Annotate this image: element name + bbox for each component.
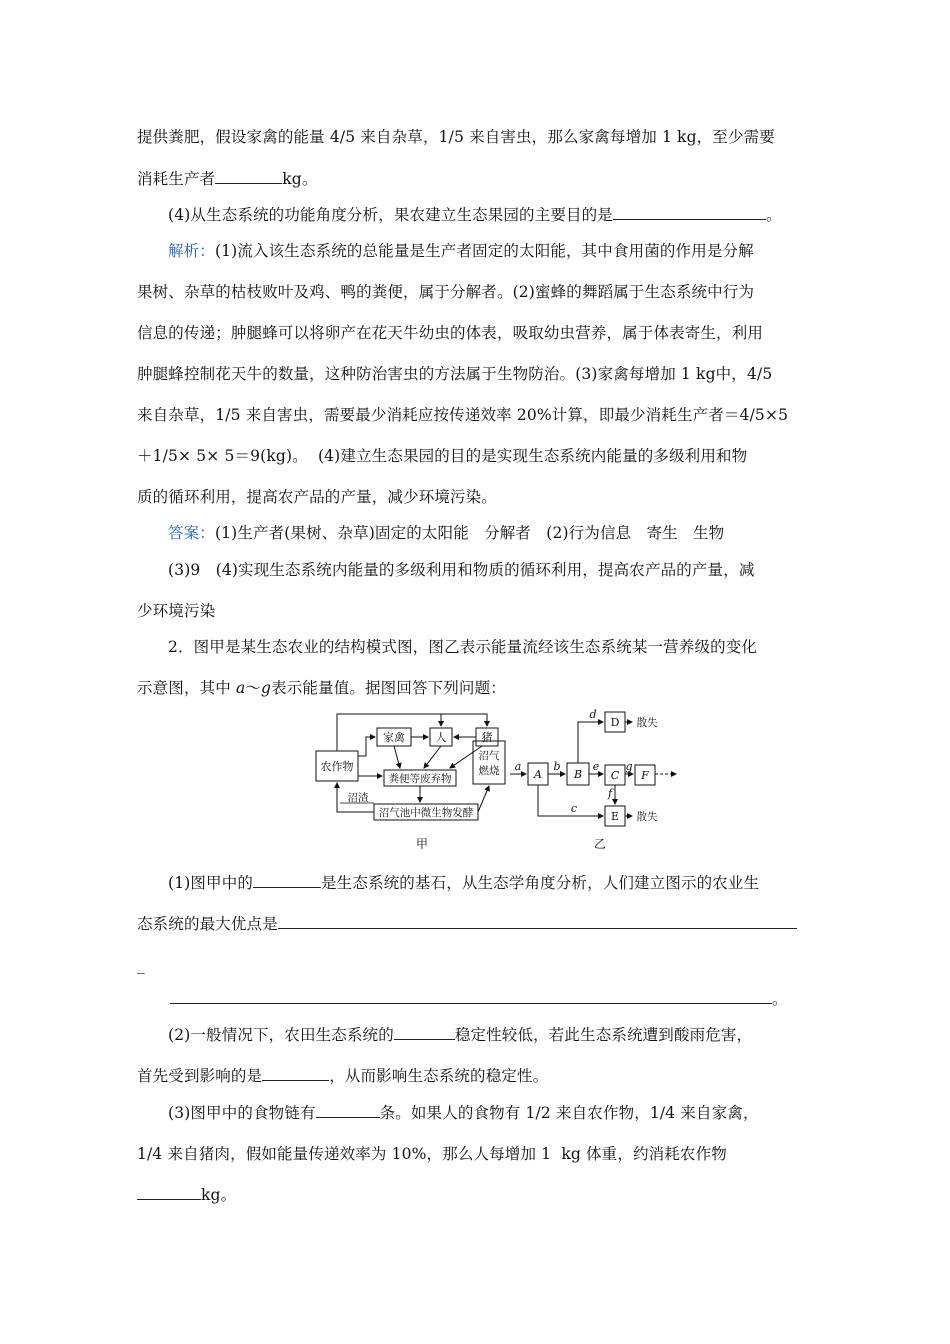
text-line: 信息的传递；肿腿蜂可以将卵产在花天牛幼虫的体表，吸取幼虫营养，属于体表寄生，利用	[137, 324, 764, 342]
node-human: 人	[435, 731, 447, 744]
text-line	[137, 169, 318, 189]
text-span: 首先受到影响的是	[137, 1067, 263, 1085]
node-c: C	[610, 769, 620, 782]
analysis-label: 解析：	[168, 242, 215, 260]
text-span: 是生态系统的基石，从生态学角度分析，人们建立图示的农业生	[321, 874, 760, 892]
text-line	[168, 1025, 752, 1045]
answer-blank	[253, 873, 321, 888]
text-line	[168, 873, 759, 893]
node-digester: 沼气池中微生物发酵	[378, 807, 474, 819]
text-span: 消耗生产者	[137, 170, 216, 188]
text-span: kg。	[201, 1186, 237, 1204]
text-span: (3)图甲中的食物链有	[168, 1104, 316, 1122]
text-line: 提供粪肥，假设家禽的能量 4/5 来自杂草，1/5 来自害虫，那么家禽每增加 1 kg，至少需要	[137, 128, 775, 146]
text-span: a	[235, 679, 246, 697]
diagram-yi	[508, 708, 688, 858]
text-span: ，从而影响生态系统的稳定性。	[329, 1067, 549, 1085]
edge-a: a	[514, 760, 522, 773]
node-e: E	[610, 810, 620, 823]
text-line: 来自杂草，1/5 来自害虫，需要最少消耗应按传递效率 20%计算，即最少消耗生产者＝4/5×5	[137, 406, 789, 424]
answer-blank	[316, 1103, 380, 1118]
node-a: A	[534, 768, 542, 781]
text-line: 质的循环利用，提高农产品的产量，减少环境污染。	[137, 488, 497, 506]
text-line: 1/4 来自猪肉，假如能量传递效率为 10%，那么人每增加 1 kg 体重，约消耗农作物	[137, 1145, 727, 1163]
node-biogas-2: 燃烧	[478, 765, 500, 777]
text-line	[170, 989, 788, 1009]
answer-label: 答案：	[168, 524, 215, 542]
caption-jia: 甲	[415, 837, 429, 851]
text-span: 示意图，其中	[137, 679, 236, 697]
text-line	[137, 1185, 236, 1205]
text-span: 条。如果人的食物有 1/2 来自农作物，1/4 来自家禽，	[379, 1104, 759, 1122]
edge-g: g	[625, 760, 633, 773]
node-manure: 粪便等废弃物	[388, 773, 452, 785]
answer-blank	[613, 205, 766, 220]
text-line: _	[137, 956, 145, 974]
text-span: ～	[245, 679, 262, 697]
text-span: 表示能量值。据图回答下列问题：	[271, 679, 506, 697]
edge-d: d	[589, 708, 597, 721]
text-line: 果树、杂草的枯枝败叶及鸡、鸭的粪便，属于分解者。(2)蜜蜂的舞蹈属于生态系统中行为	[137, 283, 755, 301]
edge-b: b	[553, 760, 561, 773]
answer-blank	[170, 989, 772, 1004]
node-crops: 农作物	[320, 760, 354, 773]
text-span: (1)生产者(果树、杂草)固定的太阳能 分解者 (2)行为信息 寄生 生物	[214, 524, 725, 542]
text-span: (1)流入该生态系统的总能量是生产者固定的太阳能，其中食用菌的作用是分解	[214, 242, 754, 260]
diagram-jia	[300, 708, 520, 858]
text-span: (4)从生态系统的功能角度分析，果农建立生态果园的主要目的是	[168, 206, 613, 224]
text-span: (2)一般情况下，农田生态系统的	[168, 1026, 394, 1044]
text-line	[168, 523, 724, 543]
text-line	[137, 914, 797, 934]
text-span: 态系统的最大优点是	[137, 915, 278, 933]
answer-blank	[278, 914, 797, 929]
loss-label: 散失	[636, 717, 658, 729]
loss-label: 散失	[636, 811, 658, 823]
answer-blank	[215, 169, 282, 184]
answer-blank	[262, 1066, 329, 1081]
node-d: D	[610, 716, 620, 729]
text-line: 肿腿蜂控制花天牛的数量，这种防治害虫的方法属于生物防治。(3)家禽每增加 1 kg中，4/5	[137, 365, 773, 383]
text-span: 稳定性较低，若此生态系统遭到酸雨危害，	[454, 1026, 753, 1044]
node-residue: 沼渣	[347, 792, 369, 804]
text-line	[168, 1103, 759, 1123]
node-poultry: 家禽	[383, 731, 405, 744]
text-line	[137, 678, 506, 698]
node-pig: 猪	[481, 731, 493, 744]
answer-blank	[394, 1025, 455, 1040]
edge-c: c	[570, 802, 578, 815]
text-line	[168, 241, 754, 261]
text-line: 2．图甲是某生态农业的结构模式图，图乙表示能量流经该生态系统某一营养级的变化	[168, 638, 758, 656]
text-span: (1)图甲中的	[168, 874, 254, 892]
text-span: 。	[772, 990, 788, 1008]
text-span: 。	[765, 206, 782, 224]
node-f: F	[641, 769, 649, 782]
node-biogas-1: 沼气	[478, 750, 500, 762]
text-line: ＋1/5× 5× 5＝9(kg)。 (4)建立生态果园的目的是实现生态系统内能量的多级利用和物	[137, 447, 748, 465]
edge-e: e	[592, 760, 600, 773]
text-line	[168, 205, 782, 225]
text-line	[137, 1066, 548, 1086]
caption-yi: 乙	[593, 837, 607, 851]
text-span: g	[261, 679, 272, 697]
text-line: 少环境污染	[137, 602, 216, 620]
text-line: (3)9 (4)实现生态系统内能量的多级利用和物质的循环利用，提高农产品的产量，减	[168, 561, 755, 579]
text-span: kg。	[282, 170, 318, 188]
node-b: B	[573, 768, 583, 781]
answer-blank	[137, 1185, 201, 1200]
node-box	[473, 741, 505, 784]
edge-f: f	[607, 787, 613, 800]
